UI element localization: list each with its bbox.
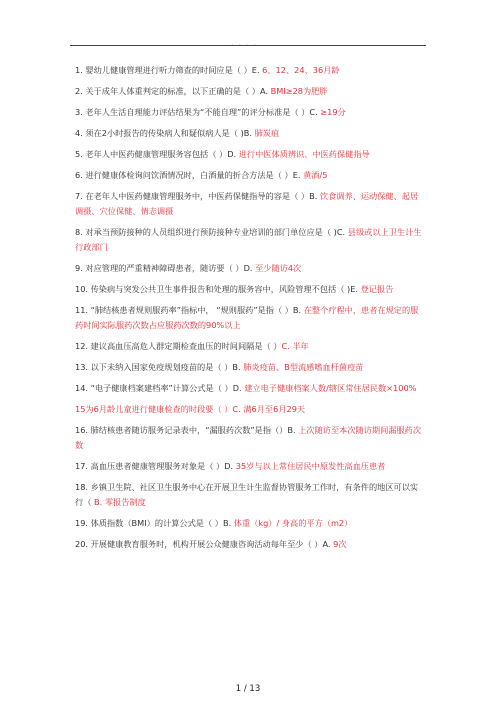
question-text: 14. “电子健康档案建档率”计算公式是（ ）D. [75, 383, 242, 393]
answer-text: 9次 [330, 539, 347, 549]
answer-text: 在整个疗程中，患者在规定的服药时间实际服药次数占应服药次数的90%以上 [75, 305, 419, 330]
answer-text: 体重（kg）/ 身高的平方（m2） [231, 518, 353, 528]
question-text: 8. 对承当预防接种的人员组织进行预防接种专业培训的部门单位应是（ )C. [75, 227, 346, 237]
question-text: 20. 开展健康教育服务时，机构开展公众健康咨询活动每年至少（ ）A. [75, 539, 331, 549]
question-text: 18. 乡镇卫生院、社区卫生服务中心在开展卫生计生监督协管服务工作时，有条件的地区可以实行（ [75, 482, 419, 507]
question-text: 13. 以下未纳入国家免疫规划疫苗的是（ ）B. [75, 362, 241, 372]
question-text: 2. 关于成年人体重判定的标准，以下正确的是（ ）A. [75, 86, 269, 96]
answer-text: 35岁与以上常住居民中原发性高血压患者 [233, 461, 386, 471]
question-text: 3. 老年人生活自理能力评估结果为“不能自理”的评分标准是（ ）C. [75, 107, 318, 117]
question-item [75, 147, 425, 162]
question-text: 6. 进行健康体检询问饮酒情况时，白酒量的折合方法是（ ）E. [75, 170, 301, 180]
question-item [75, 168, 425, 183]
question-item [75, 303, 425, 333]
question-item [75, 537, 425, 552]
answer-text: C. 半年 [281, 341, 309, 351]
question-item [75, 423, 425, 453]
answer-text: 饮食调养、运动保健、起居调摄、穴位保健、情志调摄 [75, 191, 419, 216]
question-text: 7. 在老年人中医药健康管理服务中，中医药保健指导的容是（ ）B. [75, 191, 318, 201]
question-item [75, 516, 425, 531]
question-item [75, 126, 425, 141]
question-list [75, 63, 425, 558]
question-item [75, 480, 425, 510]
header-rule [70, 45, 426, 46]
answer-text: 肺炎疫苗、B型流感嗜血杆菌疫苗 [240, 362, 364, 372]
question-text: 11. “肺结核患者规则服药率”指标中， “规则服药”是指（ ）B. [75, 305, 302, 315]
question-text: 12. 建议高血压高危人群定期检查血压的时间间隔是（ ） [75, 341, 282, 351]
question-text: 16. 肺结核患者随访服务记录表中，“漏服药次数”是指（）B. [75, 425, 296, 435]
answer-text: 建立电子健康档案人数/辖区常住居民数×100% [241, 383, 417, 393]
answer-text: BMI≥28为肥胖 [268, 86, 328, 96]
question-item [75, 84, 425, 99]
header-dots: ．．．． [231, 39, 265, 47]
question-item [75, 339, 425, 354]
answer-text: 6、12、24、36月龄 [259, 65, 340, 75]
answer-text: 黄酒/5 [300, 170, 328, 180]
answer-text: 至少随访4次 [252, 263, 302, 273]
question-text: 5. 老年人中医药健康管理服务容包括（ ）D. [75, 149, 237, 159]
answer-text: 县级或以上卫生计生行政部门 [75, 227, 422, 252]
question-item [75, 459, 425, 474]
question-item [75, 282, 425, 297]
question-item [75, 360, 425, 375]
question-item [75, 105, 425, 120]
answer-text: B. 零报告制度 [91, 497, 146, 507]
answer-text: 上次随访至本次随访期间漏服药次数 [75, 425, 422, 450]
page-number: 1 / 13 [235, 684, 261, 694]
question-text: 17. 高血压患者健康管理服务对象是（ ）D. [75, 461, 234, 471]
question-item [75, 402, 425, 417]
question-item [75, 225, 425, 255]
question-text: 9. 对应管理的严重精神障碍患者，随访要（ ）D. [75, 263, 253, 273]
question-item [75, 63, 425, 78]
question-item [75, 189, 425, 219]
question-text: 1. 婴幼儿健康管理进行听力筛查的时间应是（ ）E. [75, 65, 260, 75]
question-item [75, 381, 425, 396]
question-item [75, 261, 425, 276]
answer-text: 登记报告 [358, 284, 394, 294]
answer-text: 15为6月龄儿童进行健康检查的时段要（ ）C. 满6月至6月29天 [75, 404, 306, 414]
answer-text: 肺炭疽 [252, 128, 280, 138]
answer-text: 进行中医体质辨识、中医药保健指导 [236, 149, 370, 159]
answer-text: ≥19分 [317, 107, 346, 117]
question-text: 10. 传染病与突发公共卫生事件报告和处理的服务容中，风险管理不包括（ )E. [75, 284, 359, 294]
question-text: 19. 体质指数（BMI）的计算公式是（ ）B. [75, 518, 232, 528]
question-text: 4. 须在2小时报告的传染病人和疑似病人是（ )B. [75, 128, 253, 138]
